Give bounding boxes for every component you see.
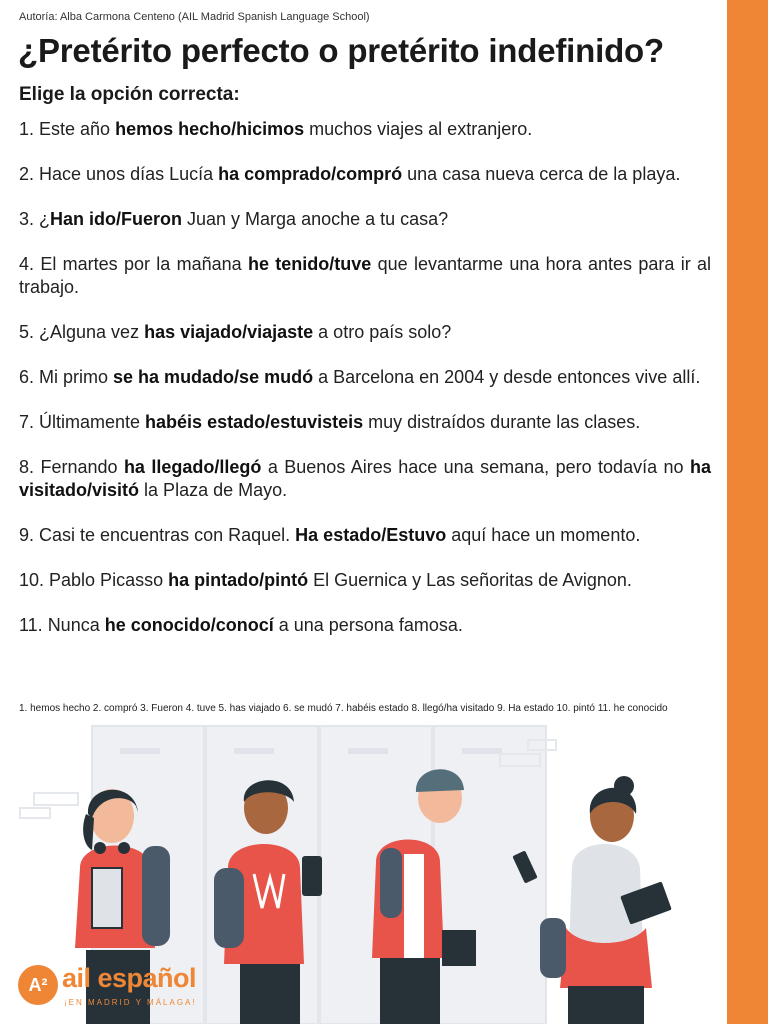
answer-key: 1. hemos hecho 2. compró 3. Fueron 4. tuve 5. has viajado 6. se mudó 7. habéis estado 8. llegó/ha visitado 9. Ha estado 10. pintó 11. he conocido bbox=[19, 703, 668, 714]
verb-option: se ha mudado/se mudó bbox=[113, 367, 314, 387]
sentence-text: 9. Casi te encuentras con Raquel. bbox=[19, 525, 296, 545]
exercise-item bbox=[19, 524, 711, 547]
sentence-text: que levantarme una hora antes para ir al trabajo. bbox=[19, 254, 712, 297]
exercise-item bbox=[19, 118, 711, 141]
logo-tagline: ¡EN MADRID Y MÁLAGA! bbox=[64, 998, 197, 1007]
sentence-text: muchos viajes al extranjero. bbox=[304, 119, 533, 139]
sentence-text: 6. Mi primo bbox=[19, 367, 114, 387]
exercise-list bbox=[19, 118, 711, 659]
sentence-text: 1. Este año bbox=[19, 119, 116, 139]
verb-option: ha visitado/visitó bbox=[19, 457, 711, 500]
exercise-item bbox=[19, 321, 711, 344]
sentence-text: 11. Nunca bbox=[19, 615, 105, 635]
exercise-item bbox=[19, 366, 711, 389]
sentence-text: aquí hace un momento. bbox=[446, 525, 641, 545]
sentence-text: 7. Últimamente bbox=[19, 412, 146, 432]
verb-option: Ha estado/Estuvo bbox=[295, 525, 447, 545]
sentence-text: 4. El martes por la mañana bbox=[19, 254, 248, 274]
sentence-text: 8. Fernando bbox=[19, 457, 124, 477]
sentence-text: 5. ¿Alguna vez bbox=[19, 322, 145, 342]
exercise-item bbox=[19, 163, 711, 186]
verb-option: ha comprado/compró bbox=[218, 164, 403, 184]
sentence-text: 10. Pablo Picasso bbox=[19, 570, 169, 590]
sentence-text: a otro país solo? bbox=[313, 322, 452, 342]
verb-option: ha pintado/pintó bbox=[168, 570, 309, 590]
sentence-text: Juan y Marga anoche a tu casa? bbox=[182, 209, 449, 229]
sentence-text: la Plaza de Mayo. bbox=[139, 480, 288, 500]
verb-option: ha llegado/llegó bbox=[123, 457, 262, 477]
author-line: Autoría: Alba Carmona Centeno (AIL Madrid Spanish Language School) bbox=[19, 11, 370, 23]
exercise-item bbox=[19, 456, 711, 502]
exercise-item bbox=[19, 614, 711, 637]
exercise-item bbox=[19, 569, 711, 592]
verb-option: he tenido/tuve bbox=[247, 254, 372, 274]
sentence-text: muy distraídos durante las clases. bbox=[363, 412, 641, 432]
page-title: ¿Pretérito perfecto o pretérito indefinido? bbox=[18, 32, 664, 69]
ail-espanol-logo bbox=[18, 963, 218, 1013]
verb-option: hemos hecho/hicimos bbox=[115, 119, 305, 139]
verb-option: Han ido/Fueron bbox=[50, 209, 183, 229]
logo-name: ail español bbox=[62, 963, 197, 993]
exercise-item bbox=[19, 411, 711, 434]
instructions-heading: Elige la opción correcta: bbox=[19, 84, 240, 105]
sentence-text: a Buenos Aires hace una semana, pero todavía no bbox=[261, 457, 690, 477]
orange-side-bar bbox=[727, 0, 768, 1024]
sentence-text: 3. ¿ bbox=[19, 209, 51, 229]
sentence-text: a Barcelona en 2004 y desde entonces vive allí. bbox=[313, 367, 701, 387]
exercise-item bbox=[19, 253, 711, 299]
verb-option: has viajado/viajaste bbox=[144, 322, 314, 342]
exercise-item bbox=[19, 208, 711, 231]
logo-badge-icon: A² bbox=[18, 965, 58, 1005]
sentence-text: a una persona famosa. bbox=[273, 615, 463, 635]
verb-option: he conocido/conocí bbox=[104, 615, 274, 635]
sentence-text: El Guernica y Las señoritas de Avignon. bbox=[308, 570, 632, 590]
sentence-text: una casa nueva cerca de la playa. bbox=[402, 164, 681, 184]
sentence-text: 2. Hace unos días Lucía bbox=[19, 164, 219, 184]
verb-option: habéis estado/estuvisteis bbox=[145, 412, 364, 432]
